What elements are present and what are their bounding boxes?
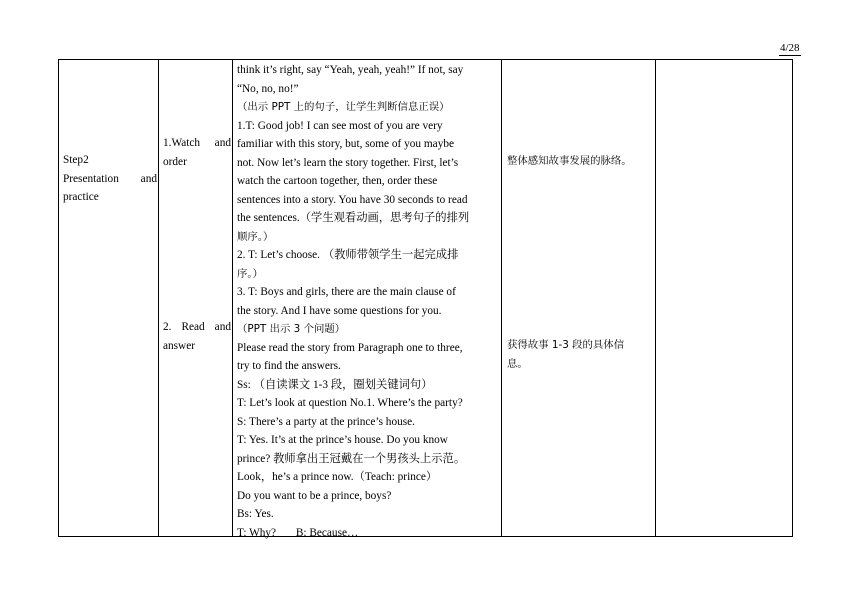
content-line: （出示 PPT 上的句子，让学生判断信息正误）	[237, 101, 450, 113]
column-divider	[232, 60, 233, 536]
activity-line: 1.Watch and	[163, 137, 231, 149]
content-line: think it’s right, say “Yeah, yeah, yeah!” If not, say	[237, 64, 464, 76]
step-line: practice	[63, 191, 99, 203]
activity-watch-order	[163, 134, 231, 171]
content-line: 2. T: Let’s choose. （教师带领学生一起完成排	[237, 249, 459, 261]
content-line: T: Why? B: Because…	[237, 526, 359, 539]
activity-line: 2. Read and	[163, 321, 231, 333]
content-line: “No, no, no!”	[237, 82, 299, 95]
step-cell	[63, 151, 157, 207]
content-line: watch the cartoon together, then, order these	[237, 175, 438, 187]
step-line: Presentation and	[63, 172, 157, 185]
content-line: T: Let’s look at question No.1. Where’s the party?	[237, 397, 463, 409]
content-line: sentences into a story. You have 30 seconds to read	[237, 193, 468, 206]
step-title: Step2	[63, 154, 89, 166]
content-line: S: There’s a party at the prince’s house.	[237, 415, 415, 428]
content-line: Look，he’s a prince now.（Teach: prince）	[237, 471, 438, 483]
column-divider	[501, 60, 502, 536]
activity-line: order	[163, 155, 187, 168]
content-line: （PPT 出示 3 个问题）	[237, 323, 346, 335]
content-line: Do you want to be a prince, boys?	[237, 489, 392, 502]
purpose-details	[507, 336, 693, 373]
purpose-line: 整体感知故事发展的脉络。	[507, 155, 632, 167]
content-line: try to find the answers.	[237, 360, 341, 372]
activity-read-answer	[163, 318, 231, 355]
content-line: Please read the story from Paragraph one to three,	[237, 341, 463, 354]
purpose-line: 息。	[507, 357, 528, 370]
column-divider	[158, 60, 159, 536]
content-line: not. Now let’s learn the story together. First, let’s	[237, 156, 459, 169]
activity-line: answer	[163, 339, 195, 352]
content-line: T: Yes. It’s at the prince’s house. Do you know	[237, 434, 448, 446]
column-divider	[655, 60, 656, 536]
content-line: Ss: （自读课文 1-3 段，圈划关键词句）	[237, 378, 433, 391]
purpose-line: 获得故事 1-3 段的具体信	[507, 339, 625, 351]
page-number: 4/28	[780, 42, 800, 54]
content-line: the story. And I have some questions for you.	[237, 304, 442, 317]
content-line: 1.T: Good job! I can see most of you are very	[237, 119, 443, 132]
content-line: familiar with this story, but, some of you maybe	[237, 138, 455, 150]
procedure-cell	[237, 61, 501, 542]
content-line: Bs: Yes.	[237, 508, 274, 520]
content-line: 顺序。）	[237, 230, 274, 243]
content-line: 3. T: Boys and girls, there are the main clause of	[237, 286, 456, 298]
content-line: 序。）	[237, 267, 263, 280]
lesson-plan-table	[58, 59, 793, 537]
content-line: prince? 教师拿出王冠戴在一个男孩头上示范。	[237, 452, 466, 465]
content-line: the sentences.（学生观看动画，思考句子的排列	[237, 212, 470, 224]
purpose-overview	[507, 152, 693, 171]
